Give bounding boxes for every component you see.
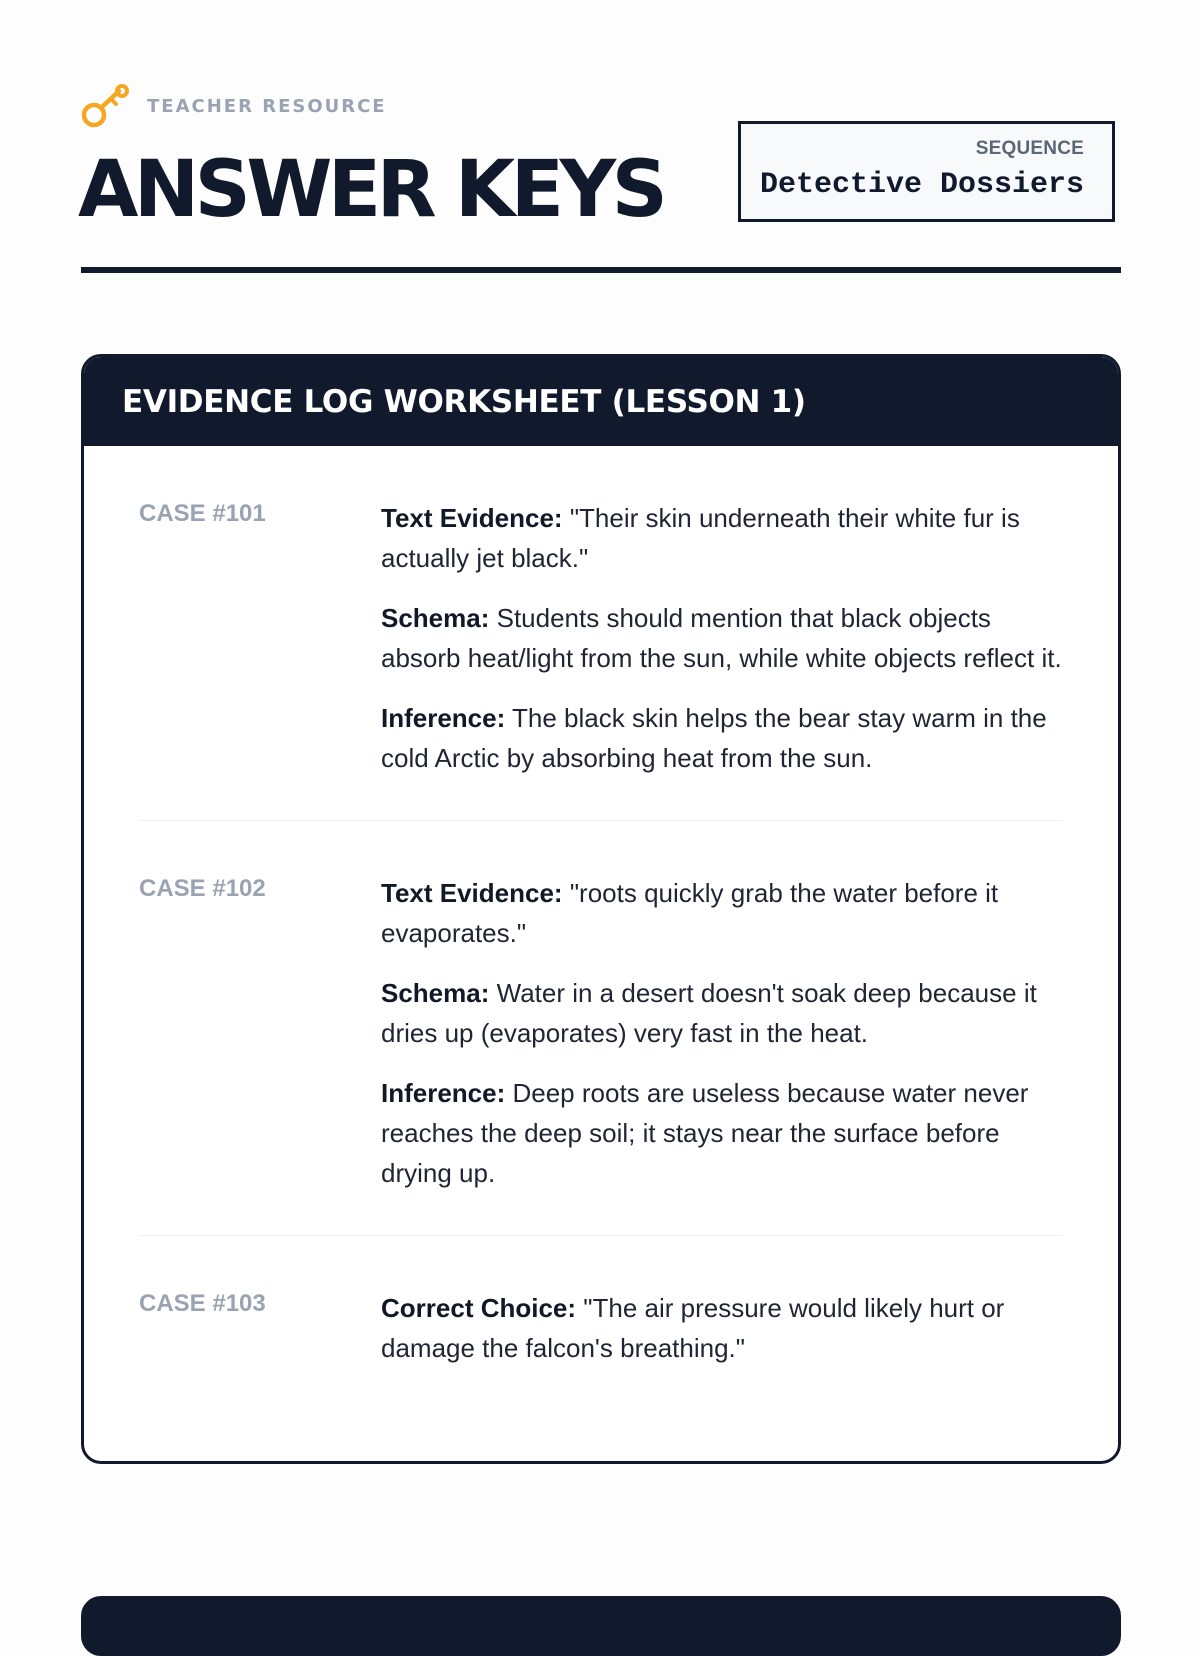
entry-label: Text Evidence:: [381, 503, 563, 533]
sequence-label: SEQUENCE: [975, 138, 1084, 159]
case-entry: [381, 698, 1063, 778]
eyebrow-row: [81, 82, 387, 130]
key-icon: [81, 82, 131, 130]
case-entry: [381, 1073, 1063, 1193]
entry-label: Schema:: [381, 603, 490, 633]
case-id: CASE #103: [139, 1290, 266, 1317]
entry-text: Deep roots are useless because water never reaches the deep soil; it stays near the surface before drying up.: [381, 1078, 1029, 1188]
entry-label: Inference:: [381, 1078, 506, 1108]
eyebrow-label: TEACHER RESOURCE: [147, 95, 387, 117]
entry-text: "roots quickly grab the water before it evaporates.": [381, 878, 999, 948]
case-entry: [381, 598, 1063, 678]
case-entry: [381, 498, 1063, 578]
page-title: ANSWER KEYS: [78, 145, 664, 235]
case-row: [139, 821, 1063, 1236]
case-entry: [381, 873, 1063, 953]
entry-label: Text Evidence:: [381, 878, 563, 908]
case-id: CASE #101: [139, 500, 266, 527]
sequence-value: Detective Dossiers: [759, 168, 1084, 202]
sequence-box: [738, 121, 1115, 222]
entry-label: Schema:: [381, 978, 490, 1008]
evidence-log-card: [81, 354, 1121, 1464]
next-card-edge: [81, 1596, 1121, 1656]
header-divider: [81, 267, 1121, 273]
entry-label: Correct Choice:: [381, 1293, 577, 1323]
entry-label: Inference:: [381, 703, 506, 733]
card-title: EVIDENCE LOG WORKSHEET (LESSON 1): [84, 357, 1118, 446]
case-content: [381, 873, 1063, 1193]
entry-text: "The air pressure would likely hurt or damage the falcon's breathing.": [381, 1293, 1005, 1363]
case-content: [381, 1288, 1063, 1368]
case-row: [139, 1236, 1063, 1410]
entry-text: Students should mention that black objects absorb heat/light from the sun, while white objects reflect it.: [381, 603, 1062, 673]
entry-text: Water in a desert doesn't soak deep because it dries up (evaporates) very fast in the heat.: [381, 978, 1037, 1048]
card-body: [84, 446, 1118, 1410]
entry-text: "Their skin underneath their white fur is actually jet black.": [381, 503, 1020, 573]
case-row: [139, 446, 1063, 821]
entry-text: The black skin helps the bear stay warm in the cold Arctic by absorbing heat from the sun.: [381, 703, 1047, 773]
case-content: [381, 498, 1063, 778]
case-entry: [381, 973, 1063, 1053]
case-entry: [381, 1288, 1063, 1368]
case-id: CASE #102: [139, 875, 266, 902]
